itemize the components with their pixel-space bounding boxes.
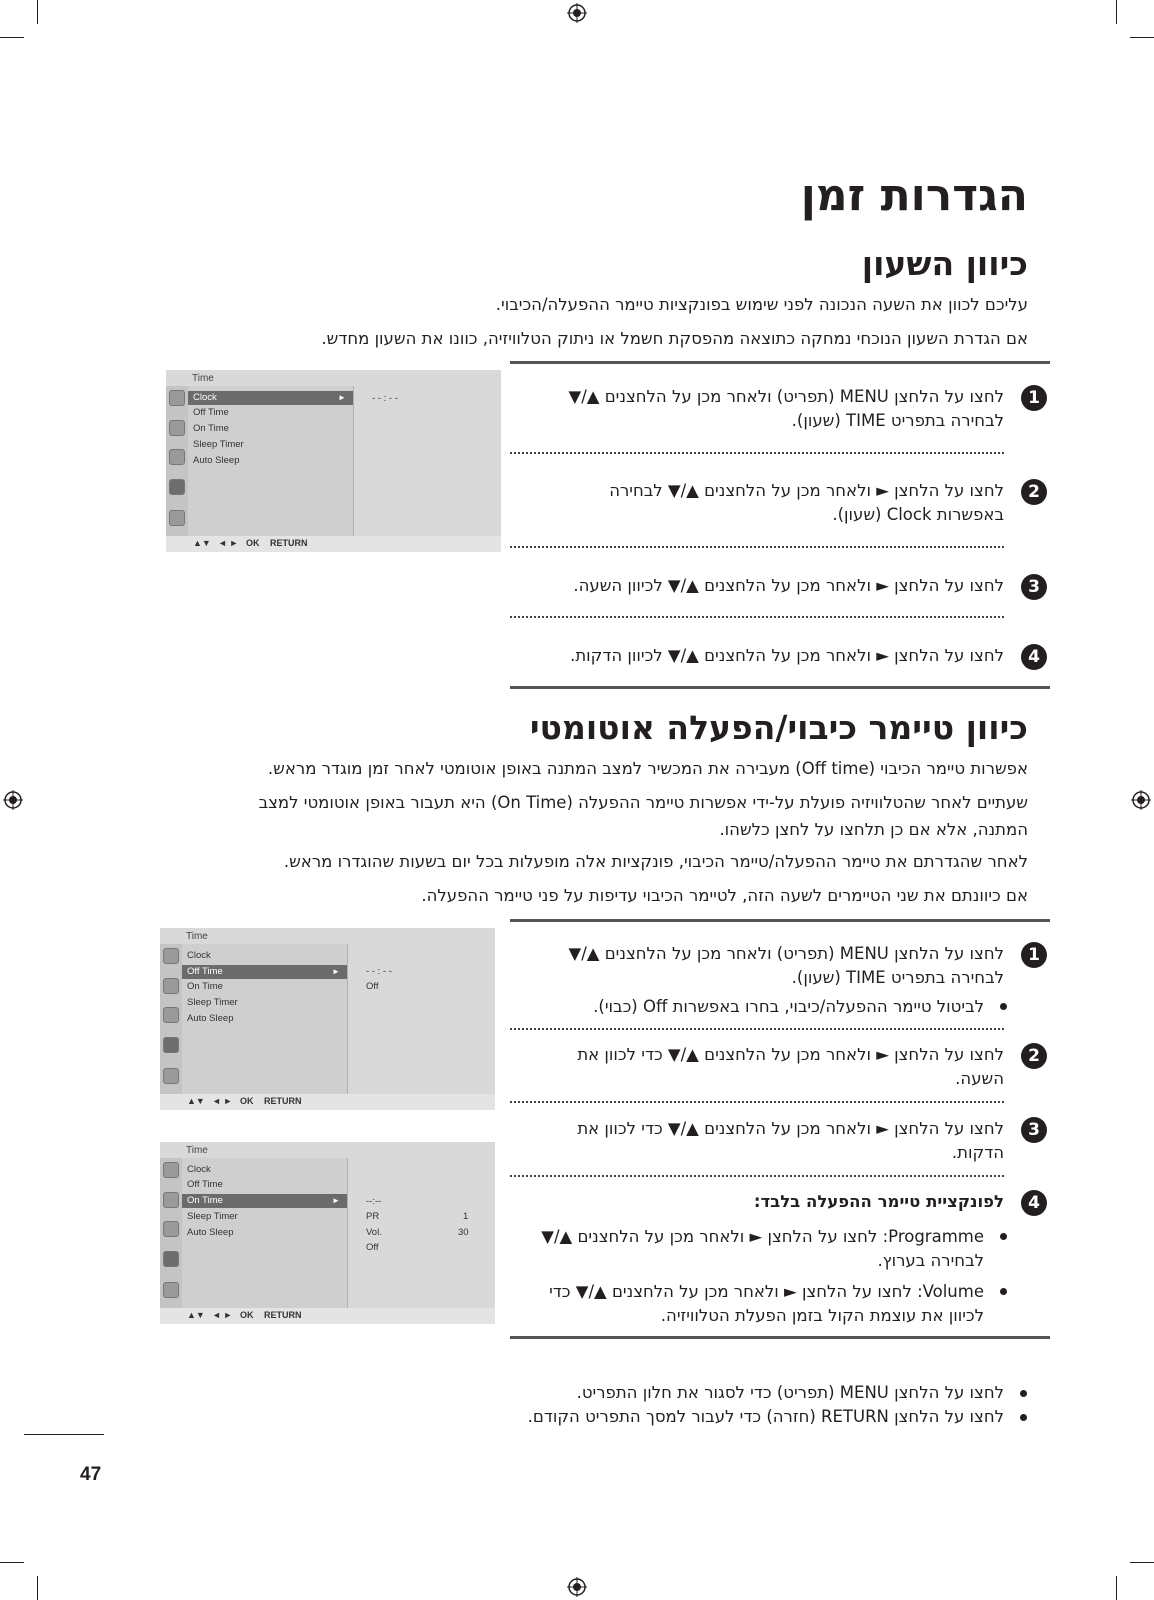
osd-title: Time bbox=[192, 373, 214, 384]
timer-paragraph: אפשרות טיימר הכיבוי (Off time) מעבירה את המכשיר למצב המתנה באופן אוטומטי לאחר זמן מוגדר מראש. bbox=[267, 759, 1028, 778]
osd-value: 30 bbox=[458, 1227, 469, 1238]
lock-icon bbox=[169, 510, 185, 526]
timer-paragraph: לאחר שהגדרתם את טיימר ההפעלה/טיימר הכיבוי, פונקציות אלה מופעלות בכל יום בשעות שהוגדרו מראש. bbox=[283, 852, 1028, 871]
step-number: 3 bbox=[1021, 574, 1047, 600]
osd-value: Off bbox=[366, 1242, 379, 1253]
registration-mark-icon bbox=[567, 3, 587, 23]
osd-title: Time bbox=[186, 931, 208, 942]
dotted-separator bbox=[510, 1101, 1004, 1103]
step-text: לחצו על הלחצן MENU (תפריט) ולאחר מכן על הלחצנים ▲/▼ לבחירה בתפריט TIME (שעון). bbox=[568, 387, 1004, 430]
divider bbox=[510, 361, 1050, 364]
dotted-separator bbox=[510, 1175, 1004, 1177]
step-text: לחצו על הלחצן ► ולאחר מכן על הלחצנים ▲/▼ כדי לכוון את השעה. bbox=[577, 1045, 1004, 1088]
bullet-dot bbox=[1000, 1288, 1007, 1295]
osd-item-list bbox=[182, 1158, 348, 1308]
registration-mark-icon bbox=[1131, 790, 1151, 810]
lock-icon bbox=[163, 1068, 179, 1084]
dotted-separator bbox=[510, 1028, 1004, 1030]
page-number-rule bbox=[24, 1434, 104, 1435]
option-icon bbox=[163, 1221, 179, 1237]
osd-item[interactable]: Sleep Timer bbox=[187, 997, 238, 1008]
clock-intro-2: אם הגדרת השעון הנוכחי נמחקה כתוצאה מהפסקת חשמל או ניתוק הטלוויזיה, כוונו את השעון מחדש. bbox=[321, 329, 1028, 348]
crop-mark bbox=[37, 0, 38, 24]
step-text: לפונקציית טיימר ההפעלה בלבד: bbox=[753, 1192, 1004, 1211]
screen-icon bbox=[163, 978, 179, 994]
registration-mark-icon bbox=[567, 1577, 587, 1597]
osd-icon-column bbox=[160, 944, 182, 1094]
bullet-dot bbox=[1020, 1414, 1027, 1421]
osd-time-menu bbox=[160, 928, 495, 1110]
crop-mark bbox=[0, 1562, 24, 1563]
crop-mark bbox=[1130, 1562, 1154, 1563]
osd-value: 1 bbox=[463, 1211, 469, 1222]
crop-mark bbox=[1116, 1576, 1117, 1600]
osd-icon-column bbox=[160, 1158, 182, 1308]
crop-mark bbox=[1116, 0, 1117, 24]
bullet-dot bbox=[1000, 1003, 1007, 1010]
divider bbox=[510, 686, 1050, 689]
bullet-dot bbox=[1020, 1390, 1027, 1397]
osd-item[interactable]: Clock bbox=[187, 1164, 211, 1175]
option-icon bbox=[169, 449, 185, 465]
crop-mark bbox=[0, 37, 24, 38]
step-number: 4 bbox=[1021, 644, 1047, 670]
lock-icon bbox=[163, 1282, 179, 1298]
picture-icon bbox=[169, 390, 185, 406]
picture-icon bbox=[163, 948, 179, 964]
osd-value: --:-- bbox=[366, 1196, 382, 1207]
step-number: 2 bbox=[1021, 479, 1047, 505]
footer-note: לחצו על הלחצן MENU (תפריט) כדי לסגור את חלון התפריט. bbox=[576, 1383, 1004, 1402]
osd-item[interactable]: Off Time bbox=[187, 1179, 223, 1190]
osd-title: Time bbox=[186, 1145, 208, 1156]
osd-item[interactable]: Off Time bbox=[193, 407, 229, 418]
osd-item[interactable]: Auto Sleep bbox=[187, 1013, 234, 1024]
step-text: לחצו על הלחצן MENU (תפריט) ולאחר מכן על הלחצנים ▲/▼ לבחירה בתפריט TIME (שעון). bbox=[568, 944, 1004, 987]
osd-item[interactable]: Sleep Timer bbox=[193, 439, 244, 450]
bullet-text: לביטול טיימר ההפעלה/כיבוי, בחרו באפשרות Off (כבוי). bbox=[593, 997, 984, 1016]
page-title: הגדרות זמן bbox=[800, 170, 1028, 221]
step-text: לחצו על הלחצן ► ולאחר מכן על הלחצנים ▲/▼ לכיוון השעה. bbox=[573, 576, 1004, 595]
step-number: 2 bbox=[1021, 1043, 1047, 1069]
bullet-text: Programme: לחצו על הלחצן ► ולאחר מכן על הלחצנים ▲/▼ לבחירה בערוץ. bbox=[541, 1227, 984, 1270]
crop-mark bbox=[1130, 37, 1154, 38]
screen-icon bbox=[169, 420, 185, 436]
osd-item-list bbox=[182, 944, 348, 1094]
section-heading-timer: כיוון טיימר כיבוי/הפעלה אוטומטי bbox=[529, 708, 1028, 747]
osd-time-menu bbox=[160, 1142, 495, 1324]
osd-item-clock[interactable]: Clock ► bbox=[188, 391, 353, 405]
osd-time-menu bbox=[166, 370, 501, 552]
option-icon bbox=[163, 1007, 179, 1023]
osd-footer: ▲▼ ◄ ► OK RETURN bbox=[160, 1308, 495, 1324]
time-icon bbox=[163, 1251, 179, 1267]
bullet-text: Volume: לחצו על הלחצן ► ולאחר מכן על הלחצנים ▲/▼ כדי לכיוון את עוצמת הקול בזמן הפעלת הטלוויזיה. bbox=[549, 1282, 984, 1325]
step-text: לחצו על הלחצן ► ולאחר מכן על הלחצנים ▲/▼ לכיוון הדקות. bbox=[570, 646, 1004, 665]
osd-value: Off bbox=[366, 981, 379, 992]
step-number: 3 bbox=[1021, 1117, 1047, 1143]
osd-item[interactable]: On Time bbox=[187, 981, 223, 992]
step-number: 1 bbox=[1021, 385, 1047, 411]
time-icon bbox=[163, 1037, 179, 1053]
bullet-dot bbox=[1000, 1233, 1007, 1240]
crop-mark bbox=[37, 1576, 38, 1600]
divider bbox=[510, 919, 1050, 922]
osd-value: Vol. bbox=[366, 1227, 382, 1238]
osd-value: PR bbox=[366, 1211, 380, 1222]
osd-footer: ▲▼ ◄ ► OK RETURN bbox=[166, 536, 501, 552]
osd-item-off-time[interactable]: Off Time ► bbox=[182, 965, 347, 979]
page-number: 47 bbox=[80, 1464, 102, 1485]
step-text: לחצו על הלחצן ► ולאחר מכן על הלחצנים ▲/▼ לבחירה באפשרות Clock (שעון). bbox=[609, 481, 1004, 524]
osd-icon-column bbox=[166, 386, 188, 536]
picture-icon bbox=[163, 1162, 179, 1178]
osd-value: - - : - - bbox=[366, 966, 392, 977]
dotted-separator bbox=[510, 616, 1004, 618]
osd-footer: ▲▼ ◄ ► OK RETURN bbox=[160, 1094, 495, 1110]
timer-paragraph: שעתיים לאחר שהטלוויזיה פועלת על-ידי אפשרות טיימר ההפעלה (On Time) היא תעבור באופן אוטומטי למצב המתנה, אלא אם כן תלחצו על לחצן כלשהו. bbox=[258, 793, 1028, 839]
step-number: 4 bbox=[1021, 1190, 1047, 1216]
time-icon bbox=[169, 479, 185, 495]
footer-note: לחצו על הלחצן RETURN (חזרה) כדי לעבור למסך התפריט הקודם. bbox=[527, 1407, 1004, 1426]
osd-item[interactable]: Sleep Timer bbox=[187, 1211, 238, 1222]
osd-item[interactable]: Clock bbox=[187, 950, 211, 961]
divider bbox=[510, 1336, 1050, 1339]
osd-item-on-time[interactable]: On Time ► bbox=[182, 1194, 347, 1208]
dotted-separator bbox=[510, 546, 1004, 548]
timer-paragraph: אם כיוונתם את שני הטיימרים לשעה הזה, לטיימר הכיבוי עדיפות על פני טיימר ההפעלה. bbox=[421, 886, 1028, 905]
step-text: לחצו על הלחצן ► ולאחר מכן על הלחצנים ▲/▼ כדי לכוון את הדקות. bbox=[577, 1119, 1004, 1162]
osd-item-list bbox=[188, 386, 354, 536]
dotted-separator bbox=[510, 452, 1004, 454]
osd-item[interactable]: Auto Sleep bbox=[193, 455, 240, 466]
osd-clock-value: - - : - - bbox=[372, 393, 398, 404]
registration-mark-icon bbox=[3, 790, 23, 810]
step-number: 1 bbox=[1021, 942, 1047, 968]
section-heading-clock: כיוון השעון bbox=[861, 244, 1028, 283]
screen-icon bbox=[163, 1192, 179, 1208]
osd-item[interactable]: On Time bbox=[193, 423, 229, 434]
osd-item[interactable]: Auto Sleep bbox=[187, 1227, 234, 1238]
clock-intro-1: עליכם לכוון את השעה הנכונה לפני שימוש בפונקציות טיימר ההפעלה/הכיבוי. bbox=[495, 295, 1028, 314]
